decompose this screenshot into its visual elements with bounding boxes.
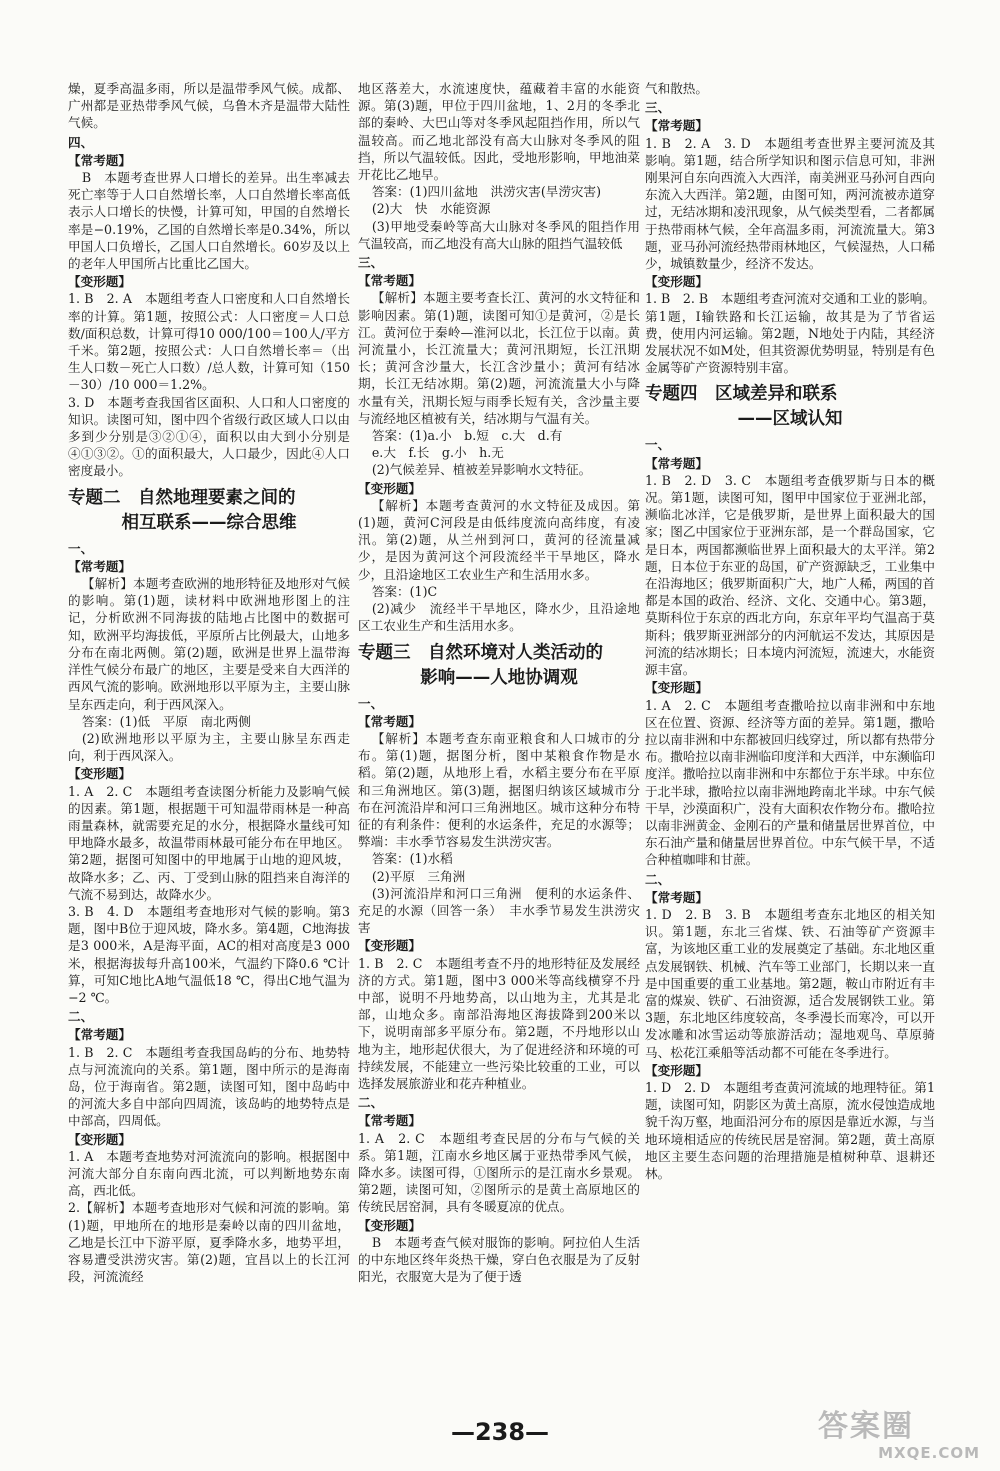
section-heading-line2: 影响——人地协调观 xyxy=(420,667,578,688)
answer-paragraph: 地区落差大，水流速度快，蕴藏着丰富的水能资源。第(3)题，甲位于四川盆地，1、2月的冬季北部的秦岭、大巴山等对冬季风起阻挡作用，所以气温较高。而乙地北部没有高大山脉对冬季风的阻挡，所以气温较低。因此，受地形影响，甲地油菜开花比乙地早。 xyxy=(358,81,640,183)
part-marker: 一、 xyxy=(358,695,384,711)
answer-paragraph: 燥，夏季高温多雨，所以是温带季风气候。成都、广州都是亚热带季风气候，乌鲁木齐是温带大陆性气候。 xyxy=(68,81,350,131)
section-heading-line1: 专题二 自然地理要素之间的 xyxy=(68,487,296,508)
answer-paragraph: 答案：(1)水稻 xyxy=(371,851,453,867)
answer-paragraph: 1. D 2. B 3. B 本题组考查东北地区的相关知识。第1题，东北三省煤、铁、石油等矿产资源丰富，为该地区重工业的发展奠定了基础。东北地区重点发展钢铁、机械、汽车等工业部门，长期以来一直是中国重要的重工业基地。第2题，鞍山市附近有丰富的煤炭、铁矿、石油资源，适合发展钢铁工业。第3题，东北地区纬度较高，冬季漫长而寒冷，可以开发冰雕和冰雪运动等旅游活动；湿地观鸟、草原骑马、松花江乘船等活动都不可能在冬季进行。 xyxy=(645,906,935,1060)
part-marker: 四、 xyxy=(68,134,94,150)
part-marker: 三、 xyxy=(645,100,671,116)
question-type-label: 【常考题】 xyxy=(68,558,131,574)
question-type-label: 【常考题】 xyxy=(358,1113,421,1129)
answer-paragraph: 3. D 本题考查我国省区面积、人口和人口密度的知识。读图可知，图中四个省级行政区域人口以由多到少分别是③②①④，面积以由大到小分别是④①③②。①的面积最大，人口最少，因此④人口密度最小。 xyxy=(68,394,350,479)
answer-paragraph: (2)平原 三角洲 xyxy=(371,868,466,884)
answer-paragraph: B 本题考查世界人口增长的差异。出生率减去死亡率等于人口自然增长率，人口自然增长率高低表示人口增长的快慢，计算可知，甲国的自然增长率是−0.19%，乙国的自然增长率是0.34%，所以甲国人口负增长，乙国人口自然增长。60岁及以上的老年人甲国所占比重比乙国大。 xyxy=(68,170,350,272)
part-marker: 三、 xyxy=(358,255,384,271)
answer-paragraph: 1. B 2. A 3. D 本题组考查世界主要河流及其影响。第1题，结合所学知识和图示信息可知，非洲刚果河自东向西流入大西洋，南美洲亚马孙河自西向东流入大西洋。第2题，由图可知，两河流被赤道穿过，无结冰期和凌汛现象，从气候类型看，二者都属于热带雨林气候，全年高温多雨，河流流量大。第3题，亚马孙河流经热带雨林地区，气候湿热，人口稀少，城镇数量少，经济不发达。 xyxy=(645,135,935,272)
answer-paragraph: 1. B 2. D 3. C 本题组考查俄罗斯与日本的概况。第1题，读图可知，图甲中国家位于亚洲北部，濒临北冰洋，它是俄罗斯，是世界上面积最大的国家；图乙中国家位于亚洲东部，是一个群岛国家，它是日本，两国都濒临世界上面积最大的太平洋。第2题，日本位于东亚的岛国，矿产资源缺乏，工业集中在沿海地区；俄罗斯面积广大，地广人稀，两国的首都是本国的政治、经济、文化、交通中心。第3题，莫斯科位于东京的西北方向，东京年平均气温高于莫斯科；俄罗斯亚洲部分的内河航运不发达，其原因是河流的结冰期长；日本境内河流短，流速大，水能资源丰富。 xyxy=(645,472,935,678)
part-marker: 二、 xyxy=(68,1009,94,1025)
question-type-label: 【变形题】 xyxy=(645,1062,708,1078)
answer-paragraph: 【解析】本题主要考查长江、黄河的水文特征和影响因素。第(1)题，读图可知①是黄河，②是长江。黄河位于秦岭—淮河以北，长江位于以南。黄河流量小，长江流量大；黄河汛期短，长江汛期长；黄河含沙量大，长江含沙量小；黄河有结冰期，长江无结冰期。第(2)题，河流流量大小与降水量有关，汛期长短与雨季长短有关，含沙量主要与流经地区植被有关，结冰期与气温有关。 xyxy=(358,290,640,426)
text-column-left xyxy=(68,80,350,1285)
answer-paragraph: (3)甲地受秦岭等高大山脉对冬季风的阻挡作用气温较高，而乙地没有高大山脉的阻挡气温较低 xyxy=(358,218,640,251)
answer-paragraph: 答案：(1)四川盆地 洪涝灾害(旱涝灾害) xyxy=(371,184,602,200)
answer-paragraph: 气和散热。 xyxy=(645,81,708,96)
question-type-label: 【常考题】 xyxy=(645,889,708,905)
question-type-label: 【常考题】 xyxy=(68,152,131,168)
page-number: —238— xyxy=(450,1418,550,1446)
watermark-logo xyxy=(818,1410,988,1466)
section-heading xyxy=(645,382,935,432)
answer-paragraph: 答案：(1)低 平原 南北两侧 xyxy=(81,713,251,729)
question-type-label: 【常考题】 xyxy=(358,713,421,729)
part-marker: 一、 xyxy=(68,540,94,556)
question-type-label: 【变形题】 xyxy=(645,274,708,290)
answer-paragraph: 1. D 2. D 本题组考查黄河流域的地理特征。第1题，读图可知，阴影区为黄土高原，流水侵蚀造成地貌千沟万壑，地面沿河分布的原因是靠近水源，与当地环境相适应的传统民居是窑洞。第2题，黄土高原地区主要生态问题的治理措施是植树种草、退耕还林。 xyxy=(645,1079,935,1181)
question-type-label: 【常考题】 xyxy=(358,273,421,289)
question-type-label: 【常考题】 xyxy=(645,455,708,471)
part-marker: 一、 xyxy=(645,437,671,453)
text-column-middle xyxy=(358,80,640,1285)
section-heading-line1: 专题四 区域差异和联系 xyxy=(645,384,838,405)
question-type-label: 【变形题】 xyxy=(645,680,708,696)
question-type-label: 【变形题】 xyxy=(68,1131,131,1147)
part-marker: 二、 xyxy=(645,871,671,887)
answer-paragraph: 1. A 2. C 本题组考查撒哈拉以南非洲和中东地区在位置、资源、经济等方面的差异。第1题，撒哈拉以南非洲和中东都被回归线穿过，所以都有热带分布。撒哈拉以南非洲临印度洋和大西洋，中东濒临印度洋。撒哈拉以南非洲和中东都位于东半球。中东位于北半球，撒哈拉以南非洲地跨南北半球。中东气候干旱，沙漠面积广，没有大面积农作物分布。撒哈拉以南非洲黄金、金刚石的产量和储量居世界首位，中东石油产量和储量居世界首位。中东气候干旱，不适合种植咖啡和甘蔗。 xyxy=(645,697,935,868)
answer-paragraph: (2)气候差异、植被差异影响水文特征。 xyxy=(371,462,592,478)
question-type-label: 【常考题】 xyxy=(645,118,708,134)
answer-paragraph: 答案：(1)a.小 b.短 c.大 d.有 xyxy=(371,428,563,444)
question-type-label: 【变形题】 xyxy=(358,1217,421,1233)
answer-paragraph: 2.【解析】本题考查地形对气候和河流的影响。第(1)题，甲地所在的地形是秦岭以南的四川盆地，乙地是长江中下游平原，夏季降水多，地势平坦，容易遭受洪涝灾害。第(2)题，宜昌以上的长江河段，河流流经 xyxy=(68,1200,350,1285)
answer-paragraph: 【解析】本题考查欧洲的地形特征及地形对气候的影响。第(1)题，读材料中欧洲地形图上的注记，分析欧洲不同海拔的陆地占比图中的数据可知，欧洲平均海拔低，平原所占比例最大，山地多分布在南北两侧。第(2)题，欧洲是世界上温带海洋性气候分布最广的地区，主要是受来自大西洋的西风气流的影响。欧洲地形以平原为主，主要山脉呈东西走向，利于西风深入。 xyxy=(68,576,350,712)
answer-paragraph: 1. B 2. C 本题组考查我国岛屿的分布、地势特点与河流流向的关系。第1题，图中所示的是海南岛，位于海南省。第2题，读图可知，图中岛屿中的河流大多自中部向四周流，该岛屿的地势特点是中部高，四周低。 xyxy=(68,1044,350,1129)
answer-paragraph: 【解析】本题考查黄河的水文特征及成因。第(1)题，黄河C河段是由低纬度流向高纬度，有凌汛。第(2)题，从兰州到河口，黄河的径流量减少，是因为黄河这个河段流经半干旱地区，降水少，且沿途地区工农业生产和生活用水多。 xyxy=(358,497,640,582)
question-type-label: 【变形题】 xyxy=(358,480,421,496)
answer-paragraph: 【解析】本题考查东南亚粮食和人口城市的分布。第(1)题，据图分析，图中某粮食作物是水稻。第(2)题，从地形上看，水稻主要分布在平原和三角洲地区。第(3)题，据图归纳该区域城市分布在河流沿岸和河口三角洲地区。城市这种分布特征的有利条件：便利的水运条件，充足的水源等；弊端：丰水季节容易发生洪涝灾害。 xyxy=(358,730,640,850)
answer-paragraph: (2)减少 流经半干旱地区，降水少，且沿途地区工农业生产和生活用水多。 xyxy=(358,601,640,634)
section-heading xyxy=(358,641,640,691)
answer-paragraph: 1. B 2. C 本题组考查不丹的地形特征及发展经济的方式。第1题，图中3 000米等高线横穿不丹中部，说明不丹地势高，以山地为主，尤其是北部，山地众多。南部沿海地区海拔降到200米以下，说明南部多平原分布。第2题，不丹地形以山地为主，地形起伏很大，为了促进经济和环境的可持续发展，不能建立一些污染比较重的工业，可以选择发展旅游业和花卉种植业。 xyxy=(358,955,640,1091)
answer-paragraph: (2)大 快 水能资源 xyxy=(371,201,491,217)
answer-paragraph: 3. B 4. D 本题组考查地形对气候的影响。第3题，图中B位于迎风坡，降水多。第4题，C地海拔是3 000米，A是海平面，AC的相对高度是3 000米，根据海拔每升高100米，气温约下降0.6 ℃计算，可知C地比A地气温低18 ℃，得出C地气温为−2 ℃。 xyxy=(68,903,350,1005)
answer-paragraph: 答案：(1)C xyxy=(371,583,438,599)
answer-paragraph: (2)欧洲地形以平原为主，主要山脉呈东西走向，利于西风深入。 xyxy=(68,730,350,764)
question-type-label: 【变形题】 xyxy=(68,766,131,782)
watermark-url: MXQE.COM xyxy=(878,1444,980,1462)
answer-paragraph: B 本题考查气候对服饰的影响。阿拉伯人生活的中东地区终年炎热干燥，穿白色衣服是为了反射阳光，衣服宽大是为了便于透 xyxy=(358,1234,640,1285)
section-heading-line1: 专题三 自然环境对人类活动的 xyxy=(358,642,603,663)
watermark-text: 答案圈 xyxy=(818,1409,914,1444)
question-type-label: 【常考题】 xyxy=(68,1027,131,1043)
answer-paragraph: 1. A 2. C 本题组考查民居的分布与气候的关系。第1题，江南水乡地区属于亚热带季风气候，降水多。读图可得，①图所示的是江南水乡景观。第2题，读图可知，②图所示的是黄土高原地区的传统民居窑洞，具有冬暖夏凉的优点。 xyxy=(358,1130,640,1215)
answer-paragraph: 1. B 2. A 本题组考查人口密度和人口自然增长率的计算。第1题，按照公式：人口密度＝人口总数/面积总数，计算可得10 000/100＝100人/平方千米。第2题，按照公式：人口自然增长率＝（出生人口数－死亡人口数）/总人数，计算可知（150－30）/10 000＝1.2%。 xyxy=(68,291,350,393)
section-heading-line2: 相互联系——综合思维 xyxy=(121,512,297,533)
question-type-label: 【变形题】 xyxy=(68,274,131,290)
answer-paragraph: 1. A 本题考查地势对河流流向的影响。根据图中河流大部分自东南向西北流，可以判断地势东南高，西北低。 xyxy=(68,1148,350,1199)
section-heading-line2: ——区域认知 xyxy=(737,409,843,430)
question-type-label: 【变形题】 xyxy=(358,938,421,954)
answer-paragraph: (3)河流沿岸和河口三角洲 便利的水运条件、充足的水源（回答一条） 丰水季节易发生洪涝灾害 xyxy=(358,885,640,936)
answer-paragraph: 1. A 2. C 本题组考查读图分析能力及影响气候的因素。第1题，根据题干可知温带雨林是一种高雨量森林，就需要充足的水分，根据降水量线可知甲地降水最多，故温带雨林最可能分布在甲地区。第2题，据图可知图中的甲地属于山地的迎风坡，故降水多；乙、丙、丁受到山脉的阻挡来自海洋的气流不易到达，故降水少。 xyxy=(68,783,350,902)
text-column-right xyxy=(645,80,935,1182)
answer-paragraph: e.大 f.长 g.小 h.无 xyxy=(371,445,504,461)
answer-paragraph: 1. B 2. B 本题组考查河流对交通和工业的影响。第1题，Ⅰ输铁路和长江运输，故其是为了节省运费，使用内河运输。第2题，N地处于内陆，其经济发展状况不如M处，但其资源优势明显，特别是有色金属等矿产资源特别丰富。 xyxy=(645,291,935,376)
section-heading xyxy=(68,486,350,536)
part-marker: 二、 xyxy=(358,1095,384,1111)
